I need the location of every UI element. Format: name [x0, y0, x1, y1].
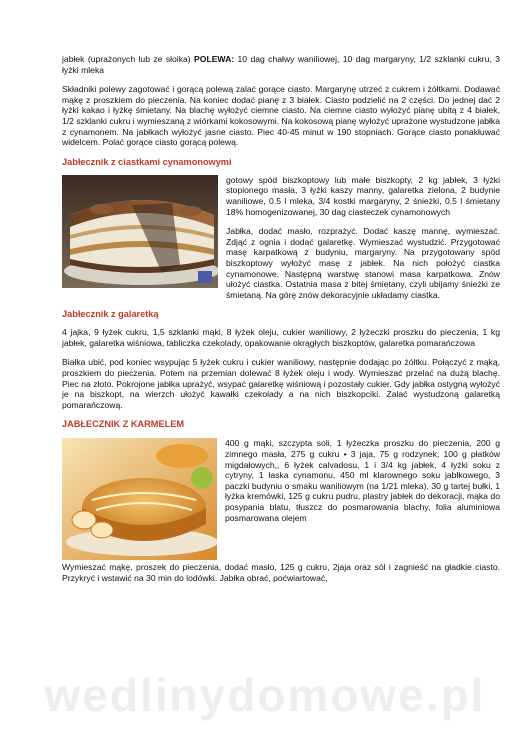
- recipe3-title: JABŁECZNIK Z KARMELEM: [62, 419, 184, 430]
- recipe1-title: Jabłecznik z ciastkami cynamonowymi: [62, 156, 232, 167]
- polewa-text: 10 dag chałwy waniliowej, 10 dag margaryny, 1/2 szklanki cukru, 3 łyżki mleka: [62, 54, 500, 75]
- watermark: wedlinydomowe.pl: [44, 669, 486, 721]
- recipe2-title: Jabłecznik z galaretką: [62, 309, 159, 320]
- recipe3-photo: [62, 438, 217, 560]
- recipe1-ingredients: gotowy spód biszkoptowy lub małe biszkopty, 2 kg jabłek, 3 łyżki stopionego masła, 3 łyżki kaszy manny, galaretka zielona, 2 budynie waniliowe, 0.5 l mleka, 3/4 kostki margaryny, 2 śnieżki, 0.5 l śmietany 18% homogenizowanej, 30 dag ciasteczek cynamonowych: [226, 174, 500, 217]
- recipe2-ingredients: 4 jajka, 9 łyżek cukru, 1,5 szklanki mąki, 8 łyżek oleju, cukier waniliowy, 2 łyżeczki proszku do pieczenia, 1 kg jabłek, galaretka wiśniowa, tabliczka czekolady, opakowanie okrągłych biszkoptów, galaretka pomarańczowa: [62, 327, 500, 348]
- intro-method: Składniki polewy zagotować i gorącą polewą zalać gorące ciasto. Margarynę utrzeć z cukrem i żółtkami. Dodawać mąkę z proszkiem do pieczenia. Na koniec dodać pianę z 3 białek. Ciasto podzielić na 2 części. Do jednej dać 2 łyżki kakao i łyżkę śmietany. Na blachę wyłożyć ciemne ciasto. Na ciemne ciasto wyłożyć pianę ubitą z 4 białek, 1/2 szklanki cukru i wymieszaną z wiórkami kokosowymi. Na kokosową pianę wyłożyć uprażone wystudzone jabłka z cynamonem. Na jabłkach wyłożyć jasne ciasto. Piec 40-45 minut w 190 stopniach. Gorące ciasto ponakłuwać widelcem. Polać gorące ciasto gorącą polewą.: [62, 84, 500, 148]
- recipe1-method: Jabłka, dodać masło, rozprażyć. Dodać kaszę mannę, wymieszać. Zdjąć z ognia i dodać galaretkę. Wymieszać wystudzić. Przygotować masę karpatkową z budyniu, margaryny. Na przygotowany spód biszkoptowy wyłożyć masę z jabłek. Na nich położyć ciastka cynamonowe. Następną warstwę stanowi masa karpatkowa. Znów ułożyć ciastka. Ostatnia masa z bitej śmietany, czyli ubijamy śnieżki ze śmietaną. Na górę znów dekoracyjnie układamy ciastka.: [226, 226, 500, 300]
- recipe2-method: Białka ubić, pod koniec wsypując 5 łyżek cukru i cukier waniliowy, następnie dodając po żółtku. Połączyć z mąką, proszkiem do pieczenia. Potem na przemian dolewać 8 łyżek oleju i wody. Wymieszać przelać na dużą blachę. Piec na złoto. Pokrojone jabłka uprażyć, wsypać galaretkę wiśniową i pozostały cukier. Gdy jabłka ostygną wyłożyć je na biszkopt, na wierzch ułożyć kawałki czekolady a na nich biszkopciki. Zalać wystudzoną galaretką pomarańczową.: [62, 357, 500, 410]
- recipe1-section: [62, 175, 500, 301]
- intro-ingredients: [62, 54, 500, 75]
- intro-text: jabłek (uprażonych lub ze słoika): [62, 54, 195, 64]
- recipe3-ingredients: 400 g mąki, szczypta soli, 1 łyżeczka proszku do pieczenia, 200 g zimnego masła, 275 g cukru • 3 jaja, 75 g rodzynek, 100 g płatków migdałowych,, 6 łyżek calvadosu, 1 i 3/4 kg jabłek, 4 łyżki soku z cytryny, 1 łaska cynamonu, 450 ml klarownego soku jabłkowego, 3 paczki budyniu o smaku waniliowym (na 1/21 mleka), 30 g tartej bułki, 1 łyżka kremówki, 125 g cukru pudru, plastry jabłek do dekoracji, mąka do posypania blatu, tłuszcz do posmarowania blachy, folia aluminiowa posmarowana olejem: [225, 438, 500, 523]
- document-page: [62, 54, 500, 584]
- recipe3-method: Wymieszać mąkę, proszek do pieczenia, dodać masło, 125 g cukru, 2jaja oraz sól i zagnieść na gładkie ciasto. Przykryć i wstawić na 30 min do lodówki. Jabłka obrać, poćwiartować,: [62, 562, 500, 584]
- recipe1-photo: [62, 175, 218, 288]
- polewa-label: POLEWA:: [194, 54, 235, 64]
- recipe3-section: [62, 438, 500, 562]
